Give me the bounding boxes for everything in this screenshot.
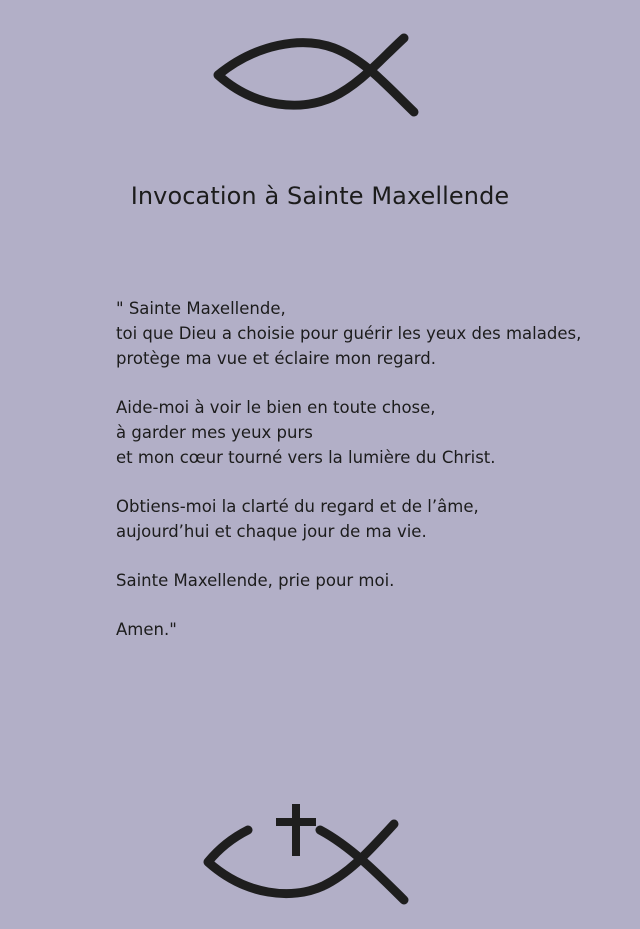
ichthys-fish-icon — [210, 32, 425, 117]
prayer-stanza-3 — [116, 494, 626, 544]
prayer-stanza-1 — [116, 296, 626, 371]
prayer-line: Aide-moi à voir le bien en toute chose, — [116, 398, 436, 417]
prayer-stanza-4 — [116, 568, 626, 593]
page-title: Invocation à Sainte Maxellende — [130, 182, 510, 210]
prayer-line: et mon cœur tourné vers la lumière du Christ. — [116, 448, 496, 467]
prayer-line: Obtiens-moi la clarté du regard et de l’âme, — [116, 497, 479, 516]
prayer-line: protège ma vue et éclaire mon regard. — [116, 349, 436, 368]
prayer-line: " Sainte Maxellende, — [116, 299, 286, 318]
prayer-stanza-5 — [116, 617, 626, 642]
prayer-text — [116, 296, 626, 666]
ichthys-fish-with-cross-icon — [200, 800, 415, 910]
prayer-stanza-2 — [116, 395, 626, 470]
prayer-line: à garder mes yeux purs — [116, 423, 313, 442]
prayer-line: Sainte Maxellende, prie pour moi. — [116, 571, 395, 590]
prayer-line: Amen." — [116, 620, 177, 639]
prayer-line: aujourd’hui et chaque jour de ma vie. — [116, 522, 427, 541]
prayer-line: toi que Dieu a choisie pour guérir les yeux des malades, — [116, 324, 582, 343]
